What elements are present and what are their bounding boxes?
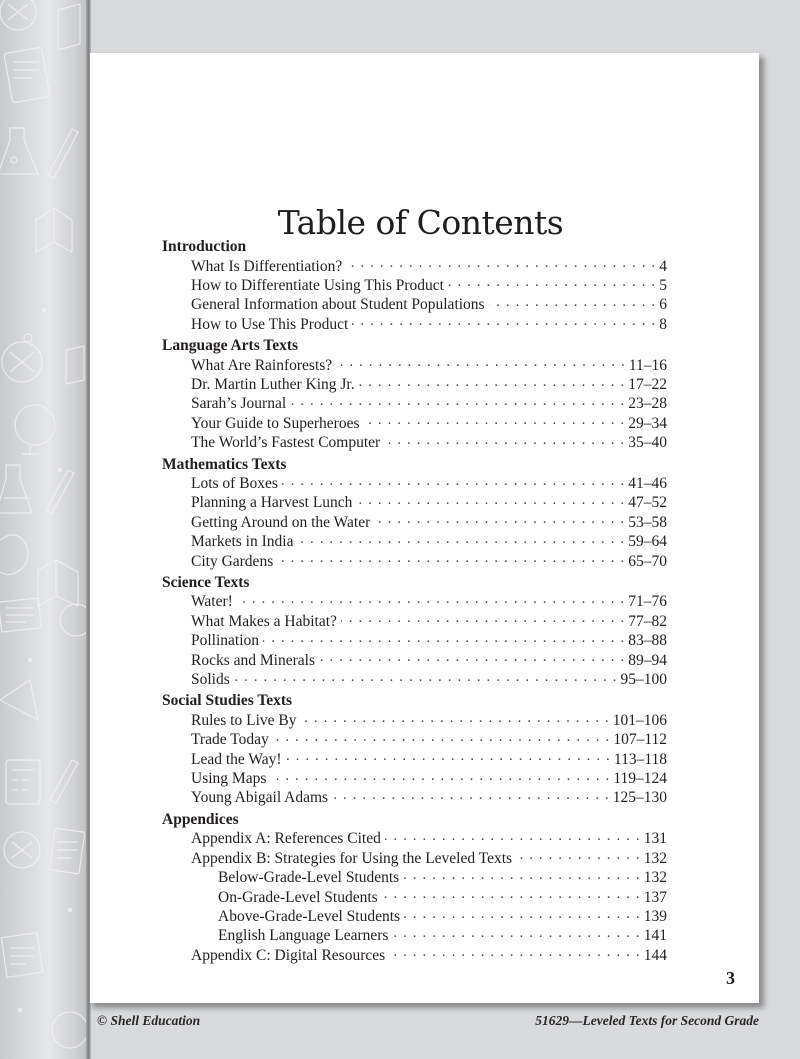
dot-leader: [237, 594, 625, 606]
dot-leader: [332, 790, 610, 802]
toc-entry[interactable]: [162, 849, 667, 868]
page-title: Table of Contents: [277, 203, 564, 243]
section-heading: Introduction: [162, 238, 247, 255]
dot-leader: [356, 495, 625, 507]
toc-entry[interactable]: [162, 375, 667, 394]
decorative-side-strip: [0, 0, 89, 1059]
entry-pages: 144: [643, 946, 667, 964]
entry-label: Dr. Martin Luther King Jr.: [191, 375, 355, 393]
entry-label: Appendix B: Strategies for Using the Leveled Texts: [191, 849, 513, 867]
dot-leader: [389, 948, 641, 960]
footer-publisher: © Shell Education: [97, 1013, 201, 1028]
toc-section-science: [162, 573, 667, 689]
toc-entry[interactable]: [162, 946, 667, 965]
section-heading: Social Studies Texts: [162, 692, 293, 710]
entry-label: Below-Grade-Level Students: [218, 869, 400, 887]
entry-label: Getting Around on the Water: [191, 513, 371, 531]
entry-label: Pollination: [191, 632, 260, 650]
entry-label: Your Guide to Superheroes: [191, 414, 360, 432]
dot-leader: [341, 614, 625, 626]
toc-entry[interactable]: [162, 257, 667, 276]
entry-pages: 47–52: [628, 494, 667, 512]
entry-label: Markets in India: [191, 533, 294, 551]
section-heading: Language Arts Texts: [162, 337, 299, 355]
toc-entry[interactable]: [162, 532, 667, 551]
entry-label: City Gardens: [191, 552, 274, 570]
entry-pages: 23–28: [628, 395, 667, 413]
table-of-contents: [162, 237, 667, 967]
entry-pages: 83–88: [628, 632, 667, 650]
dot-leader: [234, 672, 618, 684]
entry-pages: 132: [643, 849, 667, 867]
dot-leader: [263, 633, 625, 645]
toc-entry[interactable]: [162, 513, 667, 532]
toc-subentry[interactable]: [162, 907, 667, 926]
entry-label: Sarah’s Journal: [191, 395, 287, 413]
toc-entry[interactable]: [162, 730, 667, 749]
entry-pages: 8: [659, 315, 667, 333]
toc-subentry[interactable]: [162, 926, 667, 945]
toc-section-introduction: [162, 237, 667, 334]
entry-pages: 11–16: [628, 356, 667, 374]
entry-label: Rocks and Minerals: [191, 651, 315, 669]
entry-label: Lots of Boxes: [191, 475, 278, 493]
toc-entry[interactable]: [162, 356, 667, 375]
dot-leader: [346, 259, 656, 271]
entry-label: What Is Differentiation?: [191, 257, 343, 275]
toc-entry[interactable]: [162, 651, 667, 670]
dot-leader: [336, 358, 626, 370]
entry-label: Lead the Way!: [191, 750, 282, 768]
entry-label: What Are Rainforests?: [191, 356, 333, 374]
dot-leader: [363, 416, 625, 428]
entry-label: Planning a Harvest Lunch: [191, 494, 353, 512]
dot-leader: [359, 377, 626, 389]
entry-label: English Language Learners: [218, 927, 389, 945]
dot-leader: [516, 851, 641, 863]
dot-leader: [352, 317, 656, 329]
entry-pages: 59–64: [628, 533, 667, 551]
entry-label: Solids: [191, 671, 230, 689]
entry-label: Appendix A: References Cited: [191, 830, 381, 848]
page-number: 3: [726, 968, 735, 988]
entry-label: How to Use This Product: [191, 315, 349, 333]
entry-pages: 141: [643, 927, 667, 945]
dot-leader: [489, 297, 657, 309]
entry-pages: 77–82: [628, 612, 667, 630]
entry-pages: 137: [643, 888, 667, 906]
dot-leader: [290, 396, 625, 408]
dot-leader: [319, 653, 625, 665]
dot-leader: [286, 752, 611, 764]
toc-entry[interactable]: [162, 474, 667, 493]
dot-leader: [385, 831, 641, 843]
school-doodles-icon: [0, 0, 89, 1059]
toc-entry[interactable]: [162, 276, 667, 295]
toc-entry[interactable]: [162, 394, 667, 413]
entry-pages: 113–118: [613, 750, 667, 768]
entry-pages: 41–46: [628, 475, 667, 493]
entry-label: Appendix C: Digital Resources: [191, 946, 386, 964]
toc-entry[interactable]: [162, 592, 667, 611]
dot-leader: [384, 435, 625, 447]
entry-pages: 6: [659, 296, 667, 314]
toc-entry[interactable]: [162, 750, 667, 769]
dot-leader: [270, 771, 610, 783]
toc-section-appendices: [162, 810, 667, 965]
entry-label: Rules to Live By: [191, 711, 297, 729]
toc-entry[interactable]: [162, 552, 667, 571]
entry-pages: 5: [659, 276, 667, 294]
dot-leader: [382, 890, 641, 902]
toc-entry[interactable]: [162, 829, 667, 848]
toc-section-mathematics: [162, 455, 667, 571]
toc-subentry[interactable]: [162, 888, 667, 907]
toc-entry[interactable]: [162, 711, 667, 730]
dot-leader: [300, 713, 609, 725]
toc-entry[interactable]: [162, 670, 667, 689]
footer-product-title: 51629—Leveled Texts for Second Grade: [535, 1013, 759, 1028]
section-heading: Appendices: [162, 810, 239, 828]
toc-entry[interactable]: [162, 315, 667, 334]
entry-pages: 107–112: [613, 731, 667, 749]
entry-label: How to Differentiate Using This Product: [191, 276, 444, 294]
entry-label: Using Maps: [191, 770, 267, 788]
entry-label: What Makes a Habitat?: [191, 612, 337, 630]
entry-pages: 125–130: [612, 789, 667, 807]
entry-label: The World’s Fastest Computer: [191, 434, 381, 452]
dot-leader: [282, 476, 625, 488]
section-heading: Science Texts: [162, 573, 250, 591]
entry-pages: 101–106: [612, 711, 667, 729]
entry-pages: 131: [643, 830, 667, 848]
toc-entry[interactable]: [162, 631, 667, 650]
entry-pages: 139: [643, 907, 667, 925]
dot-leader: [297, 534, 625, 546]
entry-pages: 4: [659, 257, 667, 275]
toc-entry[interactable]: [162, 433, 667, 452]
entry-pages: 65–70: [628, 552, 667, 570]
section-heading: Mathematics Texts: [162, 455, 287, 473]
entry-label: On-Grade-Level Students: [218, 888, 378, 906]
toc-entry[interactable]: [162, 769, 667, 788]
dot-leader: [403, 870, 641, 882]
dot-leader: [392, 928, 640, 940]
dot-leader: [273, 732, 611, 744]
toc-entry[interactable]: [162, 788, 667, 807]
entry-label: Above-Grade-Level Students: [218, 907, 401, 925]
entry-label: Trade Today: [191, 731, 269, 749]
entry-pages: 53–58: [628, 513, 667, 531]
entry-pages: 35–40: [628, 434, 667, 452]
toc-subentry[interactable]: [162, 868, 667, 887]
dot-leader: [448, 278, 656, 290]
entry-label: Water!: [191, 593, 233, 611]
entry-pages: 89–94: [628, 651, 667, 669]
entry-pages: 95–100: [620, 671, 667, 689]
dot-leader: [374, 515, 625, 527]
entry-label: General Information about Student Populations: [191, 296, 485, 314]
dot-leader: [277, 554, 625, 566]
toc-section-language-arts: [162, 336, 667, 452]
entry-pages: 71–76: [628, 593, 667, 611]
toc-entry[interactable]: [162, 612, 667, 631]
entry-label: Young Abigail Adams: [191, 789, 329, 807]
entry-pages: 17–22: [628, 375, 667, 393]
dot-leader: [404, 909, 641, 921]
toc-section-social-studies: [162, 691, 667, 807]
document-page: [90, 53, 759, 1003]
entry-pages: 132: [643, 869, 667, 887]
toc-entry[interactable]: [162, 493, 667, 512]
toc-entry[interactable]: [162, 414, 667, 433]
entry-pages: 119–124: [613, 770, 667, 788]
entry-pages: 29–34: [628, 414, 667, 432]
toc-entry[interactable]: [162, 295, 667, 314]
